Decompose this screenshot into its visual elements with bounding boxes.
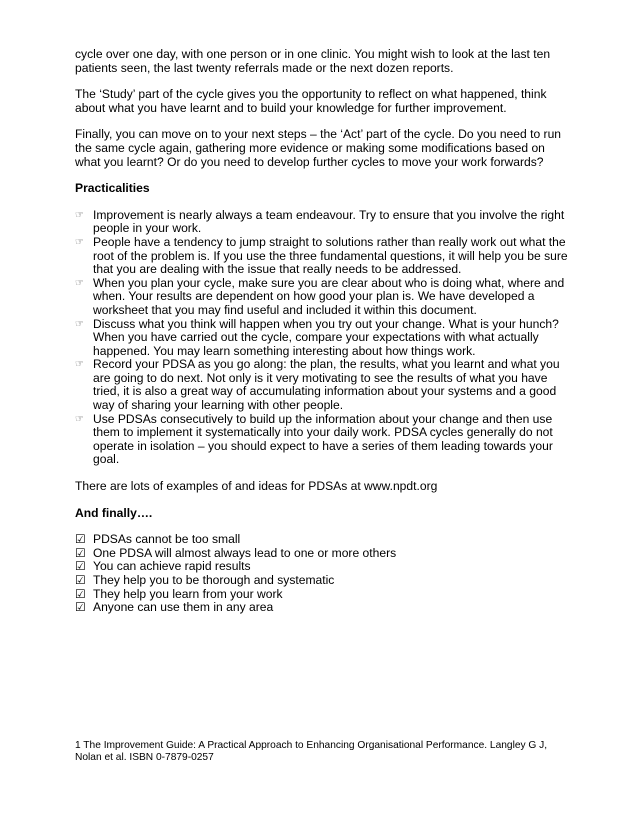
pointing-hand-icon: ☞ — [75, 359, 84, 371]
paragraph-act: Finally, you can move on to your next steps – the ‘Act’ part of the cycle. Do you need to run the same cycle again, gathering more evidence or making some modifications based on what you learnt? Or do you need to develop further cycles to move your work forwards? — [75, 127, 562, 169]
checkbox-checked-icon: ☑ — [75, 573, 86, 587]
pointing-hand-icon: ☞ — [75, 413, 84, 425]
page-body — [75, 48, 570, 615]
list-item: ☞ Discuss what you think will happen when you try out your change. What is your hunch? When you have carried out the cycle, compare your expectations with what actually happened. You may learn something interesting about how things work. — [75, 316, 559, 358]
pointing-hand-icon: ☞ — [75, 209, 84, 221]
practicalities-list — [75, 209, 570, 467]
heading-and-finally: And finally…. — [75, 505, 153, 520]
checkbox-checked-icon: ☑ — [75, 532, 86, 547]
pointing-hand-icon: ☞ — [75, 277, 84, 289]
list-item: ☑ One PDSA will almost always lead to one or more others — [75, 545, 397, 560]
paragraph-study: The ‘Study’ part of the cycle gives you the opportunity to reflect on what happened, think about what you have learnt and to build your knowledge for further improvement. — [75, 87, 547, 115]
list-item: ☞ People have a tendency to jump straight to solutions rather than really work out what the root of the problem is. If you use the three fundamental questions, it will help you be sure that you are dealing with the issue that really needs to be addressed. — [75, 234, 568, 277]
list-item: ☞ Use PDSAs consecutively to build up the information about your change and then use them to implement it systematically into your daily work. PDSA cycles generally do not operate in isolation – you should expect to have a series of them leading towards your goal. — [75, 411, 553, 467]
list-item: ☑ You can achieve rapid results — [75, 559, 251, 574]
list-item: ☞ Improvement is nearly always a team endeavour. Try to ensure that you involve the right people in your work. — [75, 207, 565, 236]
list-item: ☞ When you plan your cycle, make sure you are clear about who is doing what, where and when. Your results are dependent on how good your plan is. We have developed a worksheet that you may find useful and included it within this document. — [75, 275, 565, 317]
checkbox-checked-icon: ☑ — [75, 559, 86, 574]
footnote: 1 The Improvement Guide: A Practical Approach to Enhancing Organisational Performance. Langley G J, Nolan et al. ISBN 0-7879-0257 — [75, 740, 548, 764]
list-item: ☑ They help you to be thorough and systematic — [75, 573, 335, 587]
checkbox-checked-icon: ☑ — [75, 545, 86, 560]
pointing-hand-icon: ☞ — [75, 236, 84, 248]
paragraph-examples: There are lots of examples of and ideas for PDSAs at www.npdt.org — [75, 479, 438, 494]
checkbox-checked-icon: ☑ — [75, 600, 86, 615]
list-item: ☑ They help you learn from your work — [75, 586, 283, 601]
and-finally-list — [75, 533, 570, 615]
paragraph-cycle-scope: cycle over one day, with one person or in one clinic. You might wish to look at the last ten patients seen, the last twenty referrals made or the next dozen reports. — [75, 47, 551, 75]
list-item: ☞ Record your PDSA as you go along: the plan, the results, what you learnt and what you are going to do next. Not only is it very motivating to see the results of what you have tried, it is also a great way of accumulating information about your systems and a good way of sharing your learning with other people. — [75, 357, 560, 413]
list-item: ☑ Anyone can use them in any area — [75, 600, 274, 615]
heading-practicalities: Practicalities — [75, 181, 150, 196]
checkbox-checked-icon: ☑ — [75, 586, 86, 601]
pointing-hand-icon: ☞ — [75, 318, 84, 330]
list-item: ☑ PDSAs cannot be too small — [75, 532, 241, 547]
